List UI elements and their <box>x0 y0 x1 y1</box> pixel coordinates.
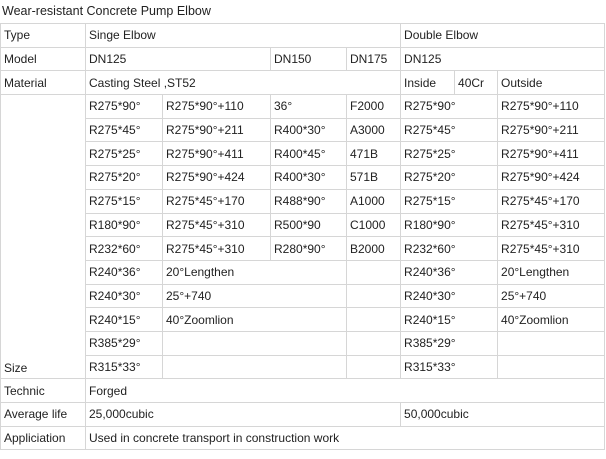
single-size-dn125-a: R275*25° <box>86 142 163 166</box>
size-row <box>1 95 605 119</box>
double-size-outside: R275*45°+170 <box>498 189 605 213</box>
single-size-dn125-b: R275*90°+411 <box>163 142 271 166</box>
model-dn150: DN150 <box>271 47 347 71</box>
double-size-outside: 40°Zoomlion <box>498 308 605 332</box>
double-size-inside: R232*60° <box>401 237 498 261</box>
size-row <box>1 213 605 237</box>
type-double: Double Elbow <box>401 24 605 48</box>
size-row <box>1 118 605 142</box>
single-size-dn150: R280*90° <box>271 237 347 261</box>
double-size-outside: R275*90°+211 <box>498 118 605 142</box>
page-title: Wear-resistant Concrete Pump Elbow <box>2 4 211 18</box>
single-size-dn125-a: R240*30° <box>86 284 163 308</box>
empty-cell <box>347 308 401 332</box>
single-size-dn125-b: R275*45°+310 <box>163 213 271 237</box>
size-row <box>1 260 605 284</box>
single-size-dn125-a: R240*36° <box>86 260 163 284</box>
size-label: Size <box>1 95 86 379</box>
single-size-dn125-a: R315*33° <box>86 355 163 379</box>
application-row <box>1 426 605 450</box>
single-size-dn125-b: 20°Lengthen <box>163 260 347 284</box>
single-size-dn150: R500*90 <box>271 213 347 237</box>
material-label: Material <box>1 71 86 95</box>
size-row <box>1 308 605 332</box>
double-size-outside: R275*45°+310 <box>498 237 605 261</box>
single-size-dn175: A3000 <box>347 118 401 142</box>
size-row <box>1 189 605 213</box>
double-size-inside: R275*25° <box>401 142 498 166</box>
single-size-dn175: 571B <box>347 166 401 190</box>
type-row <box>1 24 605 48</box>
single-size-dn125-a: R275*90° <box>86 95 163 119</box>
double-size-outside: R275*90°+110 <box>498 95 605 119</box>
empty-cell <box>498 331 605 355</box>
model-dn175: DN175 <box>347 47 401 71</box>
double-size-inside: R275*45° <box>401 118 498 142</box>
single-size-dn175: A1000 <box>347 189 401 213</box>
material-single: Casting Steel ,ST52 <box>86 71 401 95</box>
double-size-outside: R275*90°+424 <box>498 166 605 190</box>
size-row <box>1 284 605 308</box>
average-life-double: 50,000cubic <box>401 403 605 427</box>
type-single: Singe Elbow <box>86 24 401 48</box>
model-label: Model <box>1 47 86 71</box>
double-size-outside: R275*90°+411 <box>498 142 605 166</box>
double-size-inside: R240*36° <box>401 260 498 284</box>
empty-cell <box>498 355 605 379</box>
single-size-dn125-a: R240*15° <box>86 308 163 332</box>
single-size-dn125-a: R180*90° <box>86 213 163 237</box>
single-size-dn125-a: R232*60° <box>86 237 163 261</box>
empty-cell <box>163 331 347 355</box>
single-size-dn125-b: R275*45°+310 <box>163 237 271 261</box>
single-size-dn125-b: R275*90°+424 <box>163 166 271 190</box>
size-row <box>1 331 605 355</box>
size-row <box>1 142 605 166</box>
single-size-dn125-b: R275*45°+170 <box>163 189 271 213</box>
size-row <box>1 355 605 379</box>
average-life-label: Average life <box>1 403 86 427</box>
material-row <box>1 71 605 95</box>
single-size-dn150: 36° <box>271 95 347 119</box>
single-size-dn175: F2000 <box>347 95 401 119</box>
single-size-dn125-b: R275*90°+211 <box>163 118 271 142</box>
single-size-dn125-b: R275*90°+110 <box>163 95 271 119</box>
single-size-dn125-b: 40°Zoomlion <box>163 308 347 332</box>
model-dn125: DN125 <box>86 47 271 71</box>
single-size-dn125-a: R275*20° <box>86 166 163 190</box>
double-size-inside: R385*29° <box>401 331 498 355</box>
double-size-inside: R275*20° <box>401 166 498 190</box>
average-life-row <box>1 403 605 427</box>
double-size-inside: R240*15° <box>401 308 498 332</box>
size-row <box>1 166 605 190</box>
type-label: Type <box>1 24 86 48</box>
single-size-dn125-a: R385*29° <box>86 331 163 355</box>
single-size-dn175: B2000 <box>347 237 401 261</box>
double-size-inside: R180*90° <box>401 213 498 237</box>
double-size-inside: R240*30° <box>401 284 498 308</box>
average-life-single: 25,000cubic <box>86 403 401 427</box>
double-size-outside: 20°Lengthen <box>498 260 605 284</box>
single-size-dn150: R400*30° <box>271 166 347 190</box>
material-inside: Inside <box>401 71 455 95</box>
empty-cell <box>163 355 347 379</box>
size-row <box>1 237 605 261</box>
material-outside: Outside <box>498 71 605 95</box>
single-size-dn125-a: R275*15° <box>86 189 163 213</box>
single-size-dn125-b: 25°+740 <box>163 284 347 308</box>
single-size-dn150: R400*45° <box>271 142 347 166</box>
material-inside-grade: 40Cr <box>455 71 498 95</box>
model-double-dn125: DN125 <box>401 47 605 71</box>
double-size-inside: R275*90° <box>401 95 498 119</box>
double-size-inside: R315*33° <box>401 355 498 379</box>
single-size-dn175: 471B <box>347 142 401 166</box>
empty-cell <box>347 260 401 284</box>
empty-cell <box>347 284 401 308</box>
single-size-dn150: R488*90° <box>271 189 347 213</box>
technic-value: Forged <box>86 379 605 403</box>
spec-table <box>0 23 605 450</box>
double-size-inside: R275*15° <box>401 189 498 213</box>
single-size-dn125-a: R275*45° <box>86 118 163 142</box>
empty-cell <box>347 355 401 379</box>
technic-row <box>1 379 605 403</box>
single-size-dn150: R400*30° <box>271 118 347 142</box>
model-row <box>1 47 605 71</box>
double-size-outside: 25°+740 <box>498 284 605 308</box>
application-label: Appliciation <box>1 426 86 450</box>
double-size-outside: R275*45°+310 <box>498 213 605 237</box>
application-value: Used in concrete transport in construction work <box>86 426 605 450</box>
single-size-dn175: C1000 <box>347 213 401 237</box>
empty-cell <box>347 331 401 355</box>
technic-label: Technic <box>1 379 86 403</box>
